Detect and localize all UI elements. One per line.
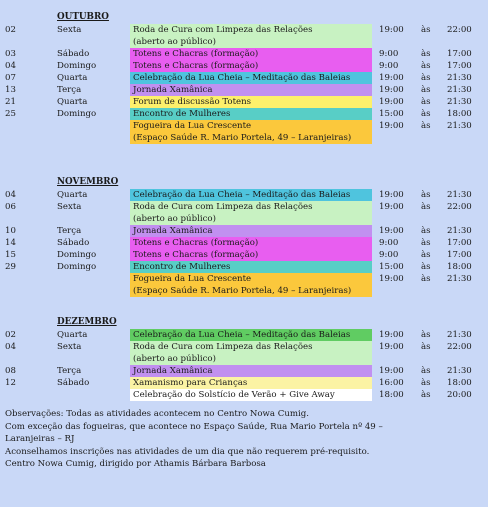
event-row [0, 389, 488, 401]
observation-line: Centro Nowa Cumig, dirigido por Athamis Bárbara Barbosa [5, 459, 266, 470]
event-end-time: 21:30 [447, 73, 472, 83]
event-activity [130, 48, 372, 60]
event-separator: às [421, 366, 431, 376]
event-end-time: 21:30 [447, 85, 472, 95]
event-end-time: 17:00 [447, 49, 472, 59]
event-row [0, 261, 488, 273]
event-day: 03 [5, 49, 16, 59]
event-activity-line: Encontro de Mulheres [133, 109, 231, 119]
event-weekday: Quarta [57, 330, 88, 340]
event-day: 02 [5, 25, 16, 35]
event-end-time: 17:00 [447, 250, 472, 260]
event-activity-line: Totens e Chacras (formação) [133, 61, 259, 71]
event-weekday: Sábado [57, 49, 90, 59]
event-end-time: 21:30 [447, 330, 472, 340]
event-end-time: 22:00 [447, 342, 472, 352]
event-day: 29 [5, 262, 16, 272]
observation-line: Observações: Todas as atividades acontecem no Centro Nowa Cumig. [5, 409, 310, 419]
event-day: 13 [5, 85, 16, 95]
event-activity-line: Celebração da Lua Cheia – Meditação das Baleias [133, 330, 351, 340]
event-row [0, 84, 488, 96]
event-activity-line: Celebração da Lua Cheia – Meditação das Baleias [133, 190, 351, 200]
event-row [0, 120, 488, 144]
event-row [0, 225, 488, 237]
event-activity-line: Fogueira da Lua Crescente [133, 121, 252, 131]
event-weekday: Sábado [57, 378, 90, 388]
event-day: 08 [5, 366, 16, 376]
event-activity [130, 108, 372, 120]
event-end-time: 22:00 [447, 25, 472, 35]
observations [5, 408, 483, 471]
event-activity [130, 237, 372, 249]
event-day: 12 [5, 378, 16, 388]
event-separator: às [421, 85, 431, 95]
event-start-time: 19:00 [379, 330, 404, 340]
event-activity-line: Forum de discussão Totens [133, 97, 252, 107]
event-row [0, 273, 488, 297]
event-end-time: 17:00 [447, 61, 472, 71]
event-start-time: 19:00 [379, 85, 404, 95]
event-activity [130, 389, 372, 401]
event-weekday: Quarta [57, 190, 88, 200]
event-start-time: 19:00 [379, 190, 404, 200]
event-start-time: 9:00 [379, 49, 399, 59]
event-activity-line: Jornada Xamânica [133, 85, 213, 95]
event-separator: às [421, 330, 431, 340]
event-end-time: 21:30 [447, 274, 472, 284]
event-activity-line: Totens e Chacras (formação) [133, 238, 259, 248]
event-weekday: Domingo [57, 109, 97, 119]
event-activity-line: Totens e Chacras (formação) [133, 49, 259, 59]
event-activity-line: (aberto ao público) [133, 354, 216, 364]
event-end-time: 21:30 [447, 190, 472, 200]
event-separator: às [421, 262, 431, 272]
event-row [0, 72, 488, 84]
event-activity [130, 96, 372, 108]
event-end-time: 18:00 [447, 262, 472, 272]
event-separator: às [421, 390, 431, 400]
event-separator: às [421, 274, 431, 284]
event-weekday: Quarta [57, 97, 88, 107]
event-activity [130, 120, 372, 144]
event-end-time: 21:30 [447, 366, 472, 376]
event-end-time: 21:30 [447, 97, 472, 107]
event-separator: às [421, 121, 431, 131]
event-weekday: Terça [57, 226, 82, 236]
event-start-time: 15:00 [379, 262, 404, 272]
event-separator: às [421, 25, 431, 35]
month-heading: NOVEMBRO [57, 177, 119, 187]
event-end-time: 22:00 [447, 202, 472, 212]
event-activity [130, 261, 372, 273]
event-weekday: Sexta [57, 202, 82, 212]
event-start-time: 9:00 [379, 61, 399, 71]
event-row [0, 189, 488, 201]
event-end-time: 21:30 [447, 226, 472, 236]
event-day: 02 [5, 330, 16, 340]
event-separator: às [421, 250, 431, 260]
event-row [0, 341, 488, 365]
event-weekday: Sexta [57, 25, 82, 35]
event-day: 04 [5, 342, 16, 352]
event-separator: às [421, 238, 431, 248]
event-activity-line: Xamanismo para Crianças [133, 378, 248, 388]
event-activity [130, 72, 372, 84]
event-activity [130, 60, 372, 72]
event-separator: às [421, 342, 431, 352]
event-activity-line: (aberto ao público) [133, 37, 216, 47]
event-activity-line: (aberto ao público) [133, 214, 216, 224]
event-day: 15 [5, 250, 16, 260]
event-activity-line: Jornada Xamânica [133, 226, 213, 236]
event-row [0, 249, 488, 261]
event-row [0, 24, 488, 48]
event-start-time: 18:00 [379, 390, 404, 400]
event-separator: às [421, 109, 431, 119]
event-day: 07 [5, 73, 16, 83]
event-activity [130, 341, 372, 365]
event-row [0, 60, 488, 72]
event-activity-line: Totens e Chacras (formação) [133, 250, 259, 260]
event-separator: às [421, 49, 431, 59]
event-day: 06 [5, 202, 16, 212]
event-end-time: 18:00 [447, 378, 472, 388]
event-end-time: 18:00 [447, 109, 472, 119]
event-separator: às [421, 378, 431, 388]
event-activity [130, 189, 372, 201]
event-separator: às [421, 190, 431, 200]
event-weekday: Domingo [57, 61, 97, 71]
event-activity-line: Jornada Xamânica [133, 366, 213, 376]
event-row [0, 377, 488, 389]
event-row [0, 365, 488, 377]
event-weekday: Domingo [57, 262, 97, 272]
event-row [0, 108, 488, 120]
observation-line: Com exceção das fogueiras, que acontece no Espaço Saúde, Rua Mario Portela nº 49 – [5, 421, 383, 432]
event-activity [130, 201, 372, 225]
event-start-time: 19:00 [379, 202, 404, 212]
event-day: 10 [5, 226, 16, 236]
event-separator: às [421, 226, 431, 236]
event-activity [130, 377, 372, 389]
event-activity [130, 84, 372, 96]
event-day: 04 [5, 190, 16, 200]
month-heading: DEZEMBRO [57, 317, 117, 327]
event-weekday: Domingo [57, 250, 97, 260]
event-separator: às [421, 202, 431, 212]
event-weekday: Terça [57, 366, 82, 376]
observation-line: Aconselhamos inscrições nas atividades de um dia que não requerem pré-requisito. [5, 446, 370, 457]
event-activity-line: Encontro de Mulheres [133, 262, 231, 272]
event-activity-line: (Espaço Saúde R. Mario Portela, 49 – Laranjeiras) [133, 286, 352, 296]
event-day: 14 [5, 238, 16, 248]
event-start-time: 19:00 [379, 226, 404, 236]
event-weekday: Quarta [57, 73, 88, 83]
event-start-time: 19:00 [379, 73, 404, 83]
event-day: 04 [5, 61, 16, 71]
event-start-time: 9:00 [379, 250, 399, 260]
event-start-time: 19:00 [379, 25, 404, 35]
event-activity-line: Roda de Cura com Limpeza das Relações [133, 202, 313, 212]
event-day: 25 [5, 109, 16, 119]
event-activity-line: Celebração do Solstício de Verão + Give Away [133, 390, 335, 400]
event-activity [130, 273, 372, 297]
event-row [0, 329, 488, 341]
event-activity [130, 24, 372, 48]
event-end-time: 21:30 [447, 121, 472, 131]
event-row [0, 201, 488, 225]
event-activity-line: Celebração da Lua Cheia – Meditação das Baleias [133, 73, 351, 83]
event-activity [130, 329, 372, 341]
event-day: 21 [5, 97, 16, 107]
event-start-time: 19:00 [379, 97, 404, 107]
event-start-time: 9:00 [379, 238, 399, 248]
event-start-time: 19:00 [379, 366, 404, 376]
event-start-time: 15:00 [379, 109, 404, 119]
event-separator: às [421, 73, 431, 83]
event-end-time: 17:00 [447, 238, 472, 248]
event-row [0, 96, 488, 108]
event-activity-line: (Espaço Saúde R. Mario Portela, 49 – Laranjeiras) [133, 133, 352, 143]
event-separator: às [421, 97, 431, 107]
month-heading: OUTUBRO [57, 12, 109, 22]
event-activity [130, 365, 372, 377]
event-row [0, 48, 488, 60]
event-start-time: 19:00 [379, 342, 404, 352]
event-activity-line: Fogueira da Lua Crescente [133, 274, 252, 284]
event-weekday: Sexta [57, 342, 82, 352]
event-start-time: 19:00 [379, 274, 404, 284]
observation-line: Laranjeiras – RJ [5, 434, 75, 445]
event-activity-line: Roda de Cura com Limpeza das Relações [133, 342, 313, 352]
event-activity [130, 225, 372, 237]
event-start-time: 16:00 [379, 378, 404, 388]
event-end-time: 20:00 [447, 390, 472, 400]
event-row [0, 237, 488, 249]
event-activity-line: Roda de Cura com Limpeza das Relações [133, 25, 313, 35]
event-start-time: 19:00 [379, 121, 404, 131]
event-activity [130, 249, 372, 261]
event-separator: às [421, 61, 431, 71]
event-weekday: Sábado [57, 238, 90, 248]
event-weekday: Terça [57, 85, 82, 95]
